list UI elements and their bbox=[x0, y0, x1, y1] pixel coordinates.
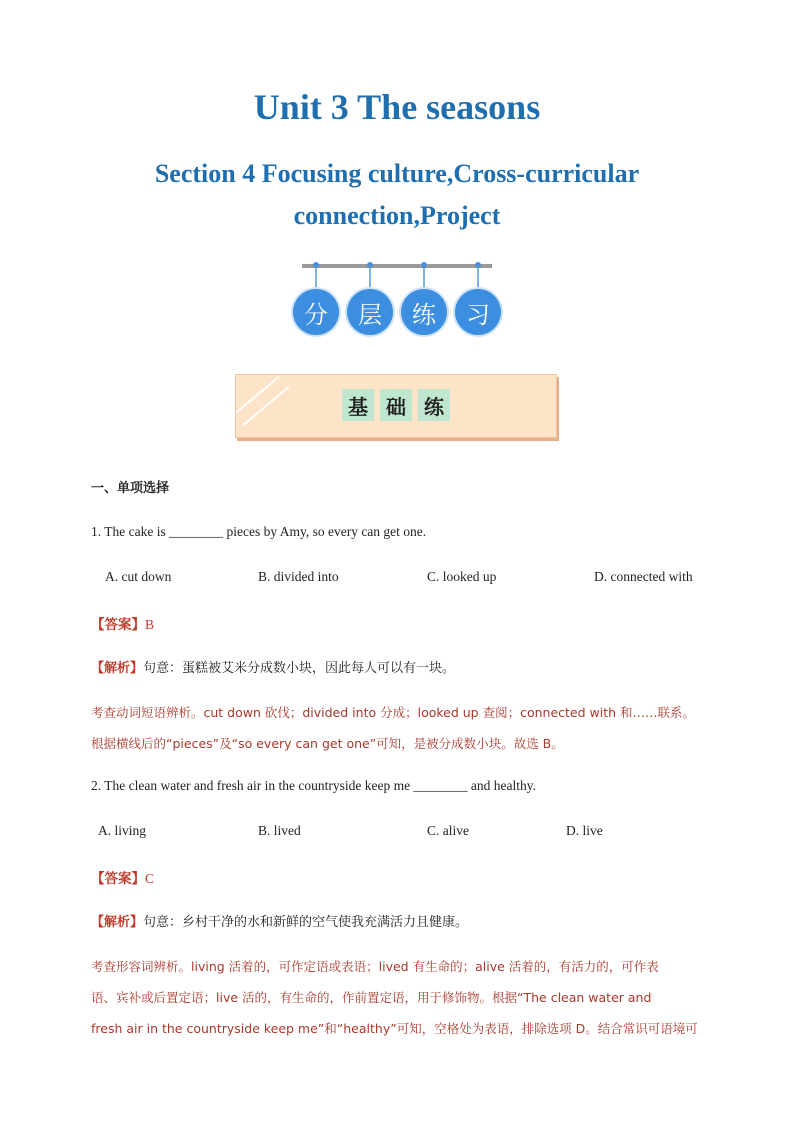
badge-char-2: 层 bbox=[347, 289, 393, 335]
answer-value: C bbox=[145, 871, 155, 886]
subtitle-line-2: connection,Project bbox=[293, 201, 501, 230]
hanger-bar bbox=[302, 264, 492, 268]
question-1-stem: 1. The cake is ________ pieces by Amy, so every can get one. bbox=[91, 524, 427, 539]
q2-option-c: C. alive bbox=[427, 823, 469, 838]
q1-explain-line-2: 根据横线后的“pieces”及“so every can get one”可知，是被分成数小块。故选 B。 bbox=[91, 736, 564, 751]
badge-char-4: 习 bbox=[455, 289, 501, 335]
q2-analysis bbox=[91, 911, 468, 930]
q2-option-d: D. live bbox=[566, 823, 603, 838]
q2-explain-line-2: 语、宾补或后置定语；live 活的，有生命的，作前置定语，用于修饰物。根据“The clean water and bbox=[91, 990, 652, 1005]
q1-explain-line-1: 考查动词短语辨析。cut down 砍伐；divided into 分成；looked up 查阅；connected with 和……联系。 bbox=[91, 705, 696, 720]
q1-analysis bbox=[91, 657, 455, 676]
q2-explain-line-1: 考查形容词辨析。living 活着的，可作定语或表语；lived 有生命的；alive 活着的，有活力的，可作表 bbox=[91, 959, 659, 974]
q1-option-c: C. looked up bbox=[427, 569, 497, 584]
q2-explain-line-3: fresh air in the countryside keep me”和“healthy”可知，空格处为表语，排除选项 D。结合常识可语境可 bbox=[91, 1021, 698, 1036]
q2-option-b: B. lived bbox=[258, 823, 301, 838]
q1-answer bbox=[91, 613, 154, 633]
banner-label bbox=[236, 389, 556, 421]
section-heading: 一、单项选择 bbox=[91, 481, 170, 496]
badge-char-1: 分 bbox=[293, 289, 339, 335]
q2-answer bbox=[91, 867, 154, 887]
page-subtitle bbox=[120, 153, 674, 237]
analysis-label: 【解析】 bbox=[91, 915, 144, 930]
answer-label: 【答案】 bbox=[91, 617, 145, 633]
page-title: Unit 3 The seasons bbox=[253, 87, 541, 127]
hanger-dot bbox=[421, 262, 427, 268]
banner-char-2: 础 bbox=[380, 389, 412, 421]
hanger-dot bbox=[475, 262, 481, 268]
analysis-text: 句意：蛋糕被艾米分成数小块，因此每人可以有一块。 bbox=[143, 661, 456, 676]
answer-label: 【答案】 bbox=[91, 871, 145, 887]
analysis-label: 【解析】 bbox=[91, 661, 144, 676]
section-banner bbox=[235, 374, 557, 438]
analysis-text: 句意：乡村干净的水和新鲜的空气使我充满活力且健康。 bbox=[143, 915, 469, 930]
hanger-dot bbox=[367, 262, 373, 268]
badge-char-3: 练 bbox=[401, 289, 447, 335]
q1-option-b: B. divided into bbox=[258, 569, 339, 584]
banner-char-1: 基 bbox=[342, 389, 374, 421]
q1-option-a: A. cut down bbox=[105, 569, 172, 584]
banner-char-3: 练 bbox=[418, 389, 450, 421]
q1-option-d: D. connected with bbox=[594, 569, 693, 584]
question-2-stem: 2. The clean water and fresh air in the countryside keep me ________ and healthy. bbox=[91, 778, 536, 793]
hanger-dot bbox=[313, 262, 319, 268]
q2-option-a: A. living bbox=[98, 823, 147, 838]
answer-value: B bbox=[145, 617, 155, 632]
subtitle-line-1: Section 4 Focusing culture,Cross-curricular bbox=[154, 159, 640, 188]
